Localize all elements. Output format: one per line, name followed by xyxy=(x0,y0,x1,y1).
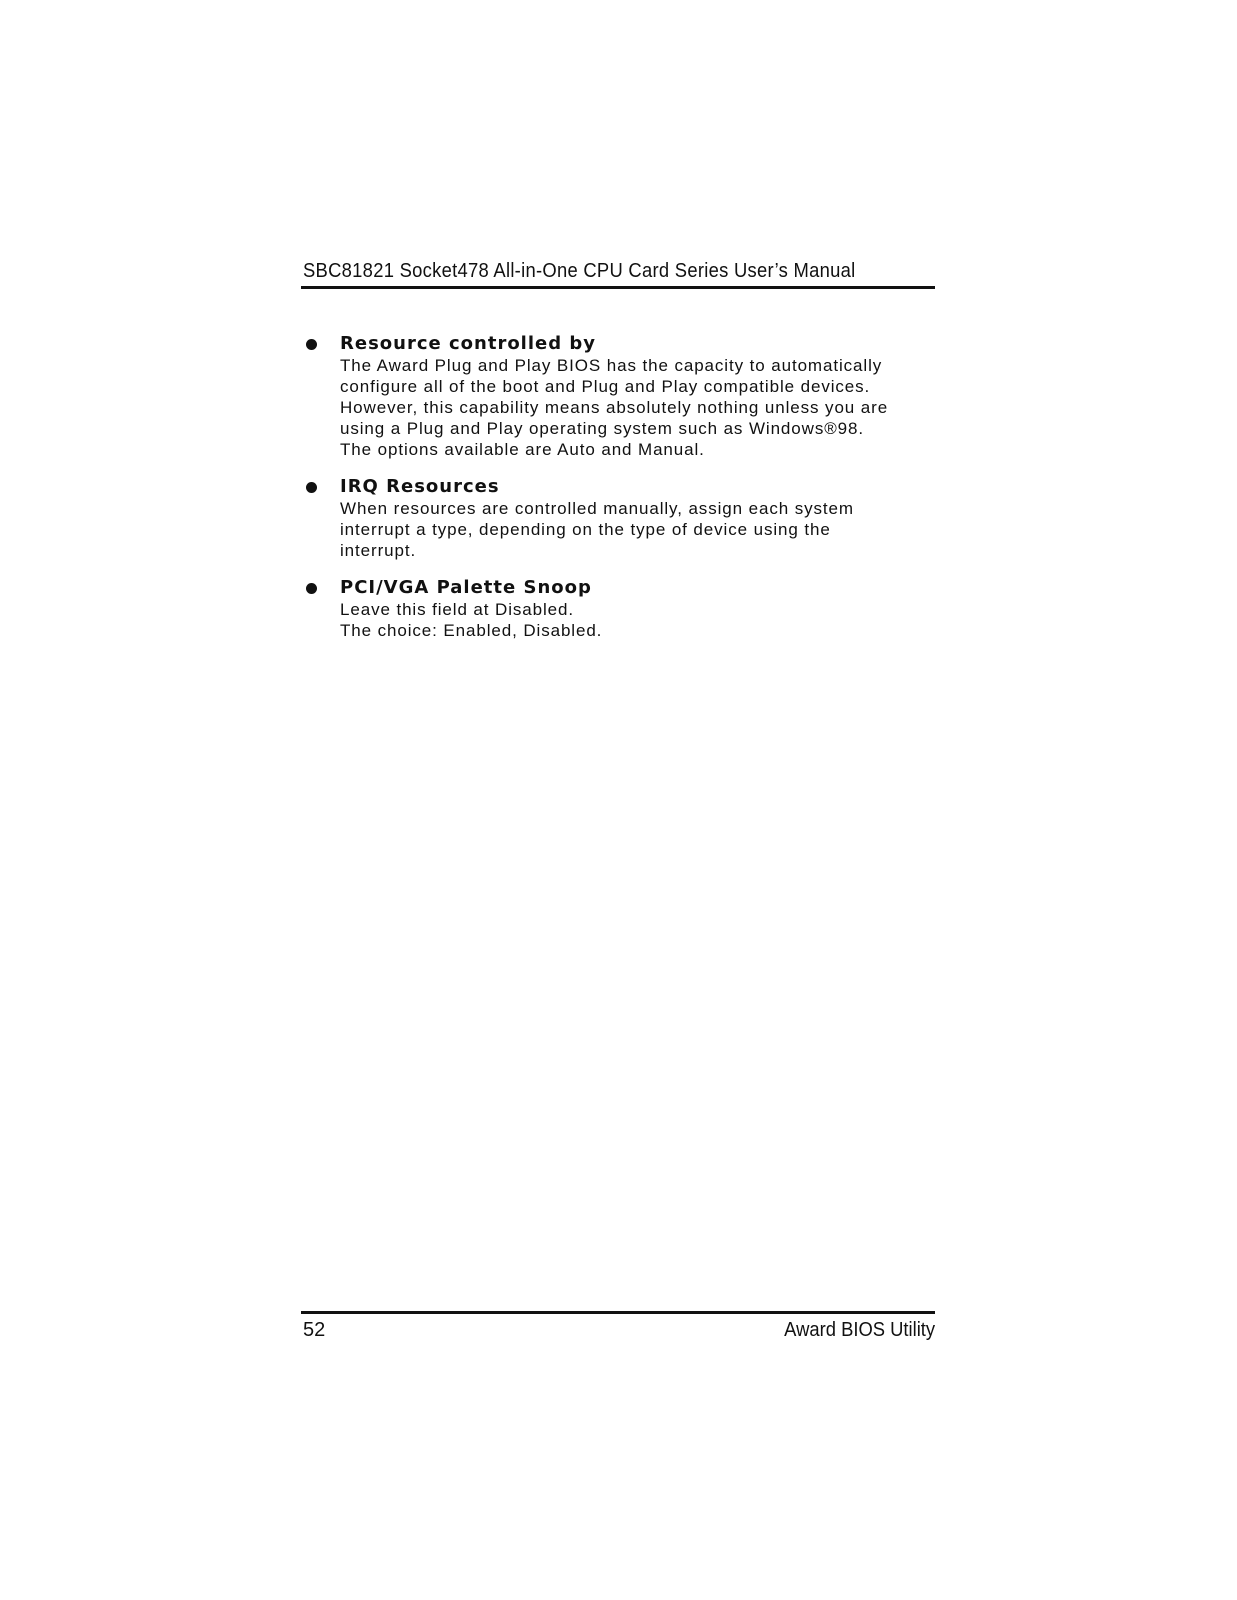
item-body xyxy=(340,355,940,460)
item-body xyxy=(340,599,940,641)
item-irq-resources xyxy=(300,476,940,561)
body-line: The choice: Enabled, Disabled. xyxy=(340,621,603,640)
bullet-icon xyxy=(306,482,317,493)
header-rule xyxy=(301,286,935,289)
body-line: However, this capability means absolutely nothing unless you are xyxy=(340,398,889,417)
item-resource-controlled-by xyxy=(300,333,940,460)
body-line: Leave this field at Disabled. xyxy=(340,600,575,619)
bullet-icon xyxy=(306,583,317,594)
item-title: Resource controlled by xyxy=(340,333,596,354)
bullet-icon xyxy=(306,339,317,350)
body-line: The Award Plug and Play BIOS has the capacity to automatically xyxy=(340,356,883,375)
body-line: The options available are Auto and Manual. xyxy=(340,440,705,459)
section-name: Award BIOS Utility xyxy=(784,1319,935,1341)
content xyxy=(300,333,940,657)
body-line: using a Plug and Play operating system such as Windows®98. xyxy=(340,419,864,438)
body-line: interrupt. xyxy=(340,541,417,560)
page-number: 52 xyxy=(303,1319,326,1341)
body-line: interrupt a type, depending on the type of device using the xyxy=(340,520,831,539)
footer-rule xyxy=(301,1311,935,1314)
body-line: configure all of the boot and Plug and Play compatible devices. xyxy=(340,377,871,396)
item-body xyxy=(340,498,940,561)
item-title: IRQ Resources xyxy=(340,476,500,497)
item-title: PCI/VGA Palette Snoop xyxy=(340,577,592,598)
running-header: SBC81821 Socket478 All-in-One CPU Card Series User’s Manual xyxy=(303,260,856,282)
item-pci-vga-palette-snoop xyxy=(300,577,940,641)
body-line: When resources are controlled manually, assign each system xyxy=(340,499,854,518)
